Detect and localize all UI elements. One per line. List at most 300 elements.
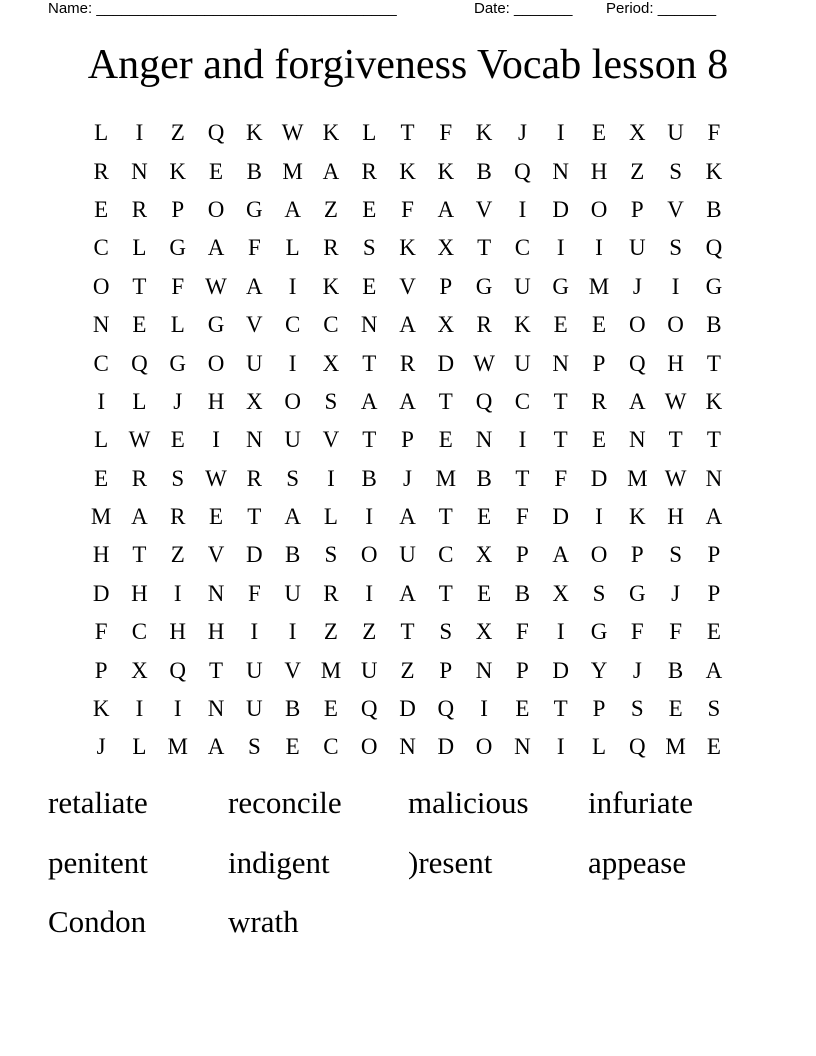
grid-letter: I xyxy=(556,734,565,760)
grid-letter: A xyxy=(399,580,416,606)
grid-letter: P xyxy=(94,657,108,683)
grid-letter: E xyxy=(132,312,147,338)
grid-letter: E xyxy=(323,696,338,722)
grid-letter: C xyxy=(93,235,109,261)
word-list-item: indigent xyxy=(228,844,330,880)
grid-letter: J xyxy=(632,657,642,683)
grid-letter: K xyxy=(322,120,340,146)
grid-letter: W xyxy=(664,465,687,491)
grid-letter: P xyxy=(171,196,185,222)
grid-letter: N xyxy=(475,657,493,683)
grid-letter: R xyxy=(131,465,148,491)
grid-letter: S xyxy=(669,235,682,261)
grid-letter: J xyxy=(403,465,412,491)
grid-letter: X xyxy=(246,388,263,414)
grid-letter: H xyxy=(207,388,225,414)
grid-letter: M xyxy=(435,465,457,491)
grid-letter: H xyxy=(169,619,187,645)
grid-letter: A xyxy=(131,504,148,530)
grid-letter: X xyxy=(552,580,570,606)
grid-letter: D xyxy=(552,504,570,530)
grid-letter: I xyxy=(480,696,488,722)
grid-letter: J xyxy=(173,388,183,414)
grid-letter: D xyxy=(590,465,608,491)
grid-letter: I xyxy=(556,619,565,645)
grid-letter: H xyxy=(590,158,608,184)
grid-letter: C xyxy=(93,350,109,376)
grid-letter: P xyxy=(439,273,453,299)
grid-letter: E xyxy=(706,734,721,760)
grid-letter: I xyxy=(365,504,374,530)
grid-letter: I xyxy=(135,696,144,722)
grid-letter: Q xyxy=(169,657,187,683)
grid-letter: P xyxy=(516,542,529,568)
grid-letter: I xyxy=(173,696,182,722)
grid-letter: Z xyxy=(323,196,338,222)
grid-letter: Z xyxy=(170,542,185,568)
grid-letter: O xyxy=(360,542,378,568)
grid-letter: Q xyxy=(628,734,646,760)
grid-letter: B xyxy=(284,542,301,568)
grid-letter: A xyxy=(437,196,455,222)
grid-letter: U xyxy=(246,657,263,683)
grid-letter: D xyxy=(437,350,455,376)
grid-letter: T xyxy=(438,504,453,530)
grid-letter: T xyxy=(477,235,492,261)
grid-letter: V xyxy=(246,312,263,338)
grid-letter: T xyxy=(553,388,568,414)
grid-letter: I xyxy=(250,619,259,645)
grid-letter: Q xyxy=(628,350,646,376)
grid-letter: I xyxy=(97,388,105,414)
grid-letter: E xyxy=(515,696,530,722)
grid-row xyxy=(82,460,734,498)
grid-letter: C xyxy=(514,388,531,414)
grid-letter: U xyxy=(246,696,263,722)
grid-letter: X xyxy=(131,657,148,683)
grid-letter: R xyxy=(170,504,186,530)
grid-letter: B xyxy=(476,465,492,491)
grid-letter: N xyxy=(360,312,378,338)
grid-row xyxy=(82,191,734,229)
grid-letter: K xyxy=(246,120,263,146)
grid-letter: G xyxy=(246,196,263,222)
grid-letter: S xyxy=(362,235,376,261)
grid-letter: F xyxy=(247,235,261,261)
grid-letter: T xyxy=(706,350,721,376)
grid-letter: C xyxy=(514,235,531,261)
grid-letter: T xyxy=(706,427,721,453)
grid-letter: R xyxy=(131,196,148,222)
grid-letter: P xyxy=(592,350,606,376)
grid-letter: F xyxy=(669,619,682,645)
grid-letter: R xyxy=(476,312,492,338)
grid-letter: A xyxy=(322,158,340,184)
grid-letter: K xyxy=(169,158,187,184)
grid-letter: P xyxy=(630,542,644,568)
grid-letter: U xyxy=(399,542,416,568)
word-list-item: penitent xyxy=(48,844,148,880)
grid-letter: S xyxy=(669,542,682,568)
grid-row xyxy=(82,152,734,190)
grid-letter: P xyxy=(401,427,414,453)
grid-letter: E xyxy=(209,158,224,184)
grid-letter: B xyxy=(246,158,262,184)
grid-letter: G xyxy=(628,580,646,606)
grid-letter: Y xyxy=(590,657,608,683)
grid-row xyxy=(82,229,734,267)
grid-letter: E xyxy=(668,696,683,722)
grid-letter: M xyxy=(320,657,342,683)
grid-letter: R xyxy=(323,235,339,261)
grid-letter: S xyxy=(439,619,453,645)
grid-letter: E xyxy=(285,734,300,760)
grid-letter: U xyxy=(514,350,531,376)
grid-letter: O xyxy=(207,196,225,222)
grid-letter: O xyxy=(207,350,225,376)
grid-letter: N xyxy=(207,580,225,606)
grid-letter: Q xyxy=(437,696,455,722)
grid-letter: T xyxy=(362,350,377,376)
grid-letter: E xyxy=(553,312,568,338)
grid-letter: J xyxy=(517,120,527,146)
grid-letter: I xyxy=(288,273,297,299)
grid-letter: E xyxy=(362,273,377,299)
grid-letter: H xyxy=(207,619,225,645)
grid-letter: N xyxy=(514,734,531,760)
grid-row xyxy=(82,498,734,536)
grid-letter: F xyxy=(516,619,529,645)
grid-letter: L xyxy=(94,120,109,146)
grid-letter: B xyxy=(514,580,531,606)
grid-letter: U xyxy=(514,273,531,299)
grid-row xyxy=(82,651,734,689)
grid-letter: L xyxy=(323,504,338,530)
grid-letter: N xyxy=(246,427,263,453)
grid-row xyxy=(82,383,734,421)
grid-letter: I xyxy=(135,120,144,146)
page-title: Anger and forgiveness Vocab lesson 8 xyxy=(87,42,729,88)
grid-letter: N xyxy=(399,734,416,760)
grid-letter: R xyxy=(361,158,377,184)
grid-letter: W xyxy=(281,120,304,146)
grid-letter: X xyxy=(437,312,455,338)
grid-letter: D xyxy=(552,657,570,683)
grid-letter: T xyxy=(400,619,415,645)
grid-letter: X xyxy=(628,120,646,146)
grid-letter: K xyxy=(322,273,340,299)
grid-letter: A xyxy=(207,235,225,261)
grid-letter: E xyxy=(362,196,377,222)
grid-letter: E xyxy=(591,312,607,338)
grid-letter: N xyxy=(552,158,570,184)
period-field-label: Period: _______ xyxy=(606,0,717,17)
grid-letter: B xyxy=(284,696,301,722)
grid-letter: I xyxy=(556,120,565,146)
grid-letter: M xyxy=(90,504,112,530)
grid-letter: O xyxy=(667,312,684,338)
grid-letter: M xyxy=(167,734,188,760)
grid-letter: I xyxy=(212,427,220,453)
grid-letter: B xyxy=(706,196,722,222)
grid-letter: N xyxy=(207,696,225,722)
grid-letter: W xyxy=(664,388,687,414)
grid-row xyxy=(82,306,734,344)
grid-letter: V xyxy=(284,657,301,683)
grid-letter: V xyxy=(322,427,340,453)
grid-letter: F xyxy=(630,619,644,645)
grid-letter: D xyxy=(437,734,455,760)
grid-letter: V xyxy=(207,542,225,568)
grid-letter: E xyxy=(477,504,492,530)
grid-letter: F xyxy=(516,504,529,530)
grid-letter: A xyxy=(360,388,378,414)
grid-letter: E xyxy=(438,427,453,453)
grid-letter: D xyxy=(92,580,110,606)
grid-letter: X xyxy=(437,235,455,261)
grid-letter: G xyxy=(705,273,723,299)
grid-letter: G xyxy=(169,235,187,261)
grid-letter: T xyxy=(132,542,147,568)
grid-letter: E xyxy=(170,427,185,453)
grid-letter: A xyxy=(284,504,301,530)
word-list-item: infuriate xyxy=(588,785,694,820)
grid-letter: K xyxy=(705,158,723,184)
grid-letter: T xyxy=(668,427,683,453)
grid-letter: A xyxy=(399,312,416,338)
grid-letter: W xyxy=(205,273,227,299)
grid-letter: X xyxy=(475,542,493,568)
grid-letter: P xyxy=(439,657,453,683)
grid-letter: O xyxy=(360,734,378,760)
grid-letter: I xyxy=(518,427,527,453)
grid-letter: T xyxy=(553,427,568,453)
grid-letter: A xyxy=(284,196,301,222)
grid-letter: E xyxy=(94,196,109,222)
grid-letter: P xyxy=(707,580,721,606)
grid-letter: W xyxy=(473,350,495,376)
grid-letter: A xyxy=(399,388,416,414)
grid-letter: B xyxy=(476,158,492,184)
grid-letter: V xyxy=(475,196,493,222)
grid-letter: A xyxy=(399,504,416,530)
grid-letter: Q xyxy=(475,388,493,414)
grid-letter: C xyxy=(131,619,148,645)
grid-letter: U xyxy=(284,580,301,606)
grid-letter: U xyxy=(628,235,646,261)
grid-letter: F xyxy=(401,196,414,222)
grid-letter: I xyxy=(518,196,527,222)
grid-letter: L xyxy=(285,235,300,261)
grid-letter: S xyxy=(324,542,338,568)
grid-letter: B xyxy=(706,312,722,338)
grid-letter: J xyxy=(671,580,681,606)
grid-letter: P xyxy=(707,542,721,568)
grid-row xyxy=(82,114,734,152)
grid-letter: O xyxy=(590,196,608,222)
grid-letter: F xyxy=(707,120,721,146)
grid-letter: Z xyxy=(630,158,645,184)
grid-letter: I xyxy=(288,350,297,376)
grid-letter: S xyxy=(247,734,261,760)
grid-letter: D xyxy=(246,542,263,568)
grid-letter: T xyxy=(247,504,262,530)
grid-row xyxy=(82,690,734,728)
grid-letter: K xyxy=(399,158,416,184)
grid-letter: C xyxy=(438,542,454,568)
grid-letter: R xyxy=(93,158,109,184)
grid-letter: T xyxy=(438,388,453,414)
grid-letter: P xyxy=(630,196,644,222)
grid-letter: I xyxy=(327,465,335,491)
grid-letter: B xyxy=(667,657,684,683)
grid-letter: E xyxy=(591,427,607,453)
grid-letter: F xyxy=(247,580,261,606)
grid-letter: R xyxy=(399,350,416,376)
grid-letter: I xyxy=(556,235,565,261)
grid-letter: P xyxy=(592,696,606,722)
grid-letter: H xyxy=(92,542,110,568)
grid-letter: L xyxy=(362,120,377,146)
grid-letter: Q xyxy=(514,158,531,184)
grid-letter: S xyxy=(286,465,300,491)
word-list-item: Condon xyxy=(48,904,147,939)
grid-letter: A xyxy=(246,273,263,299)
grid-letter: C xyxy=(284,312,301,338)
grid-letter: I xyxy=(288,619,297,645)
grid-letter: O xyxy=(92,273,110,299)
grid-letter: W xyxy=(128,427,151,453)
grid-letter: M xyxy=(282,158,303,184)
grid-letter: G xyxy=(552,273,570,299)
grid-letter: Q xyxy=(207,120,225,146)
grid-letter: T xyxy=(362,427,377,453)
grid-letter: U xyxy=(284,427,301,453)
grid-row xyxy=(82,268,734,306)
grid-letter: H xyxy=(131,580,148,606)
grid-letter: E xyxy=(209,504,224,530)
grid-letter: W xyxy=(205,465,227,491)
grid-letter: L xyxy=(132,388,147,414)
grid-letter: J xyxy=(632,273,642,299)
grid-letter: K xyxy=(437,158,455,184)
word-list-item: appease xyxy=(588,844,687,880)
grid-letter: O xyxy=(475,734,493,760)
grid-letter: K xyxy=(475,120,493,146)
grid-letter: F xyxy=(171,273,185,299)
grid-letter: E xyxy=(477,580,492,606)
grid-letter: J xyxy=(96,734,106,760)
grid-letter: O xyxy=(590,542,608,568)
grid-row xyxy=(82,344,734,382)
grid-letter: X xyxy=(322,350,340,376)
grid-letter: I xyxy=(595,504,603,530)
grid-letter: S xyxy=(171,465,185,491)
grid-row xyxy=(82,421,734,459)
grid-letter: U xyxy=(246,350,263,376)
grid-letter: P xyxy=(516,657,529,683)
grid-letter: L xyxy=(591,734,607,760)
grid-letter: M xyxy=(588,273,610,299)
grid-letter: G xyxy=(475,273,493,299)
grid-letter: R xyxy=(323,580,339,606)
grid-letter: H xyxy=(667,504,684,530)
word-list xyxy=(48,781,768,960)
grid-row xyxy=(82,536,734,574)
grid-letter: A xyxy=(552,542,570,568)
grid-letter: S xyxy=(592,580,606,606)
grid-row xyxy=(82,575,734,613)
grid-letter: L xyxy=(170,312,185,338)
name-field-label: Name: ____________________________________ xyxy=(48,0,397,17)
grid-letter: K xyxy=(399,235,416,261)
grid-row xyxy=(82,613,734,651)
grid-letter: N xyxy=(475,427,493,453)
grid-letter: E xyxy=(591,120,607,146)
grid-letter: B xyxy=(361,465,377,491)
word-list-item: retaliate xyxy=(48,785,148,820)
grid-letter: L xyxy=(132,235,147,261)
grid-letter: K xyxy=(628,504,646,530)
grid-letter: Z xyxy=(323,619,338,645)
grid-letter: T xyxy=(209,657,224,683)
grid-letter: U xyxy=(360,657,378,683)
grid-letter: Z xyxy=(362,619,377,645)
grid-letter: C xyxy=(323,734,339,760)
grid-letter: I xyxy=(671,273,680,299)
grid-letter: G xyxy=(207,312,225,338)
grid-letter: D xyxy=(552,196,570,222)
grid-letter: U xyxy=(667,120,684,146)
word-list-item: wrath xyxy=(228,904,299,939)
grid-letter: M xyxy=(665,734,686,760)
grid-letter: S xyxy=(669,158,682,184)
grid-letter: I xyxy=(365,580,374,606)
grid-letter: F xyxy=(439,120,453,146)
grid-letter: T xyxy=(515,465,530,491)
grid-letter: O xyxy=(628,312,646,338)
grid-letter: D xyxy=(399,696,416,722)
grid-letter: T xyxy=(553,696,568,722)
grid-letter: E xyxy=(94,465,109,491)
grid-letter: S xyxy=(630,696,644,722)
grid-letter: K xyxy=(514,312,531,338)
grid-letter: K xyxy=(705,388,723,414)
grid-letter: V xyxy=(399,273,416,299)
grid-letter: C xyxy=(323,312,339,338)
grid-letter: A xyxy=(705,504,723,530)
grid-letter: G xyxy=(590,619,608,645)
grid-letter: L xyxy=(94,427,109,453)
grid-letter: O xyxy=(284,388,301,414)
grid-letter: A xyxy=(628,388,646,414)
grid-letter: A xyxy=(705,657,723,683)
grid-letter: Q xyxy=(360,696,378,722)
grid-letter: R xyxy=(591,388,607,414)
grid-letter: H xyxy=(667,350,684,376)
grid-letter: K xyxy=(92,696,110,722)
word-list-item: malicious xyxy=(408,785,529,820)
grid-letter: X xyxy=(475,619,493,645)
grid-letter: S xyxy=(324,388,338,414)
grid-letter: N xyxy=(705,465,723,491)
grid-letter: Q xyxy=(131,350,148,376)
grid-letter: V xyxy=(667,196,684,222)
grid-letter: N xyxy=(552,350,570,376)
grid-row xyxy=(82,728,734,766)
word-list-item: )resent xyxy=(408,844,493,880)
grid-letter: G xyxy=(169,350,187,376)
